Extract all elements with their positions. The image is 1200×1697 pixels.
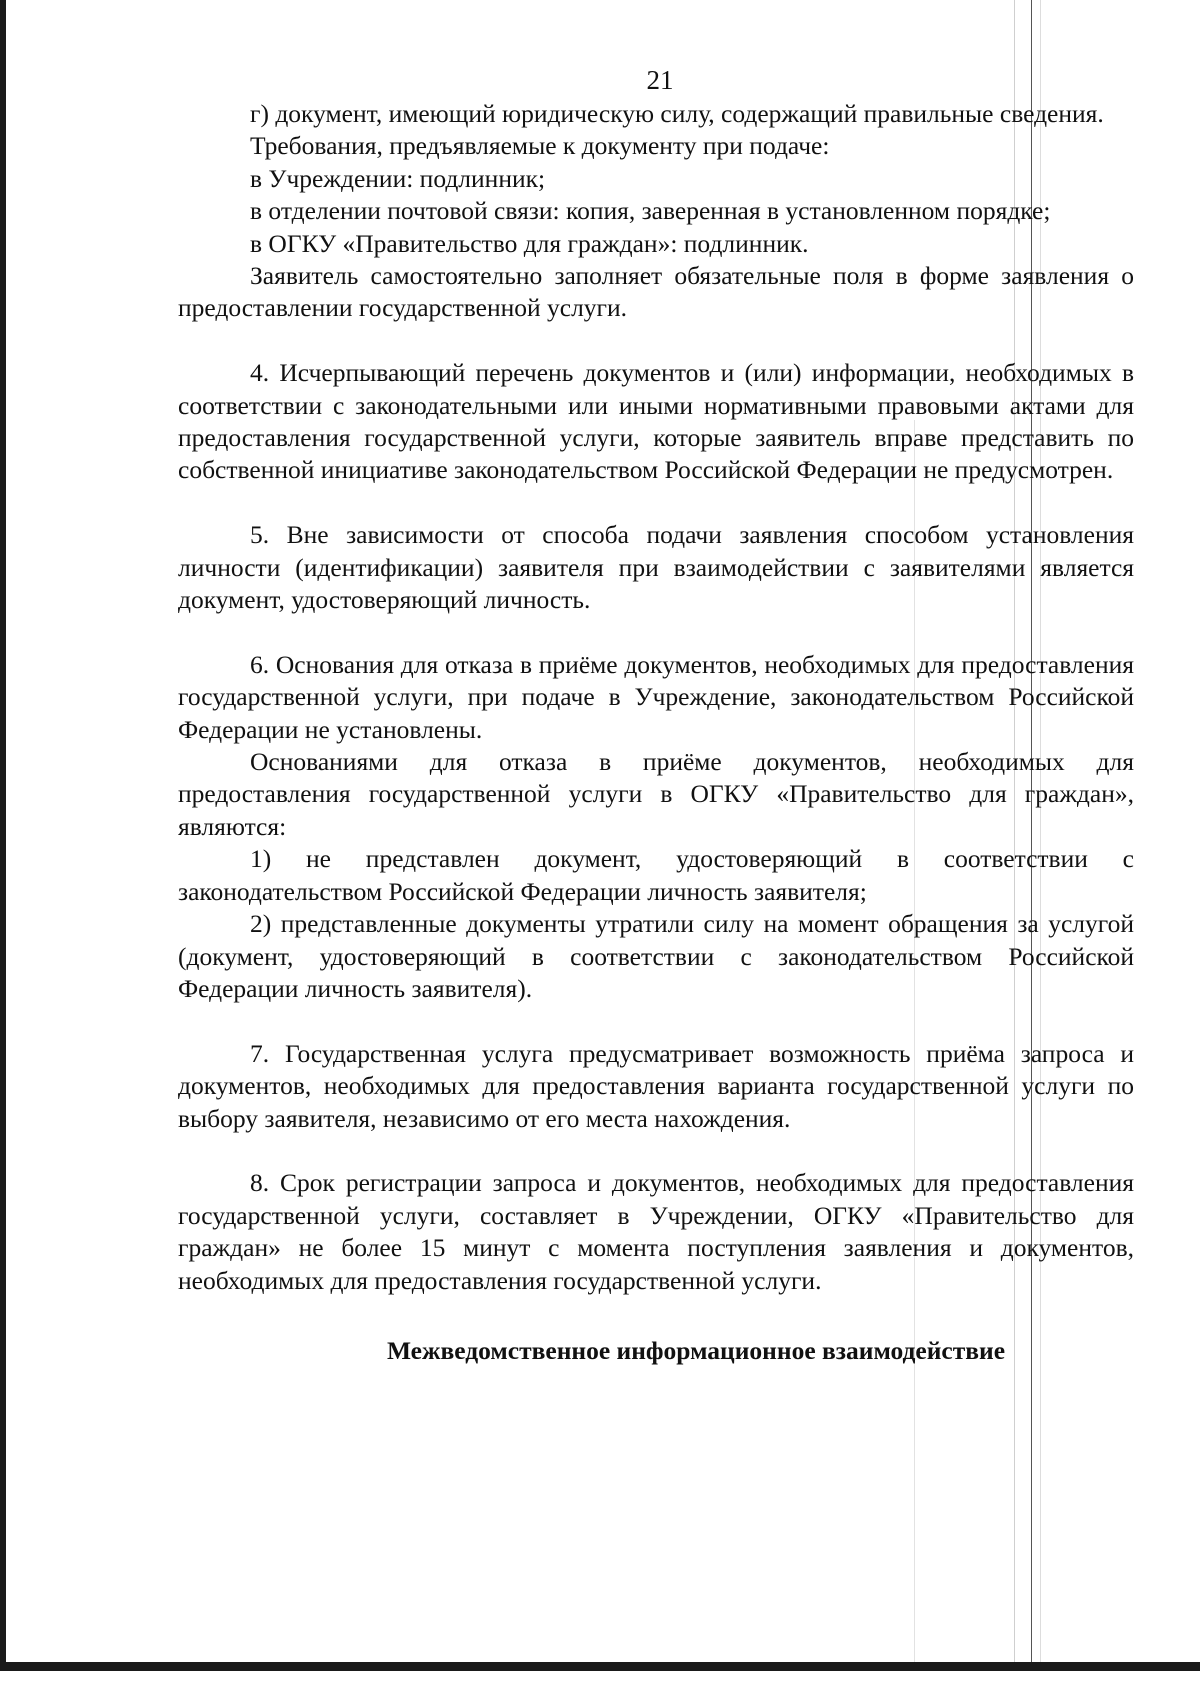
scan-margin-bottom <box>0 1671 1200 1697</box>
scan-border-left <box>0 0 6 1670</box>
paragraph-item-6: 6. Основания для отказа в приёме документов, необходимых для предоставления государственной услуги, при подаче в Учреждение, законодательством Российской Федерации не установлены. <box>178 649 1134 744</box>
page-number: 21 <box>646 65 674 95</box>
paragraph-item-8: 8. Срок регистрации запроса и документов, необходимых для предоставления государственной услуги, составляет в Учреждении, ОГКУ «Правительство для граждан» не более 15 минут с момента поступления заявления и документов, необходимых для предоставления государственной услуги. <box>178 1168 1134 1295</box>
paragraph-item-5: 5. Вне зависимости от способа подачи заявления способом установления личности (идентификации) заявителя при взаимодействии с заявителями является документ, удостоверяющий личность. <box>178 520 1134 615</box>
document-body <box>178 98 1134 1367</box>
scan-border-bottom <box>0 1662 1200 1671</box>
section-heading: Межведомственное информационное взаимодействие <box>386 1335 1006 1365</box>
paragraph-refusal-ground-1: 1) не представлен документ, удостоверяющий в соответствии с законодательством Российской Федерации личность заявителя; <box>178 844 1134 906</box>
paragraph-post-office-copy: в отделении почтовой связи: копия, заверенная в установленном порядке; <box>250 196 1051 226</box>
paragraph-requirements: Требования, предъявляемые к документу при подаче: <box>250 131 830 161</box>
paragraph-item-7: 7. Государственная услуга предусматривает возможность приёма запроса и документов, необходимых для предоставления варианта государственной услуги по выбору заявителя, независимо от его места нахождения. <box>178 1038 1134 1133</box>
paragraph-item-4: 4. Исчерпывающий перечень документов и (или) информации, необходимых в соответствии с законодательными или иными нормативными правовыми актами для предоставления государственной услуги, которые заявитель вправе представить по собственной инициативе законодательством Российской Федерации не предусмотрен. <box>178 358 1134 485</box>
paragraph-applicant-fills-fields: Заявитель самостоятельно заполняет обязательные поля в форме заявления о предоставлении государственной услуги. <box>178 261 1134 323</box>
paragraph-ogku-original: в ОГКУ «Правительство для граждан»: подлинник. <box>250 228 809 258</box>
paragraph-institution-original: в Учреждении: подлинник; <box>250 163 546 193</box>
paragraph-refusal-ground-2: 2) представленные документы утратили силу на момент обращения за услугой (документ, удостоверяющий в соответствии с законодательством Российской Федерации личность заявителя). <box>178 909 1134 1003</box>
paragraph-document-item-g: г) документ, имеющий юридическую силу, содержащий правильные сведения. <box>250 99 1104 128</box>
paragraph-refusal-grounds: Основаниями для отказа в приёме документов, необходимых для предоставления государственной услуги в ОГКУ «Правительство для граждан», являются: <box>178 747 1134 841</box>
